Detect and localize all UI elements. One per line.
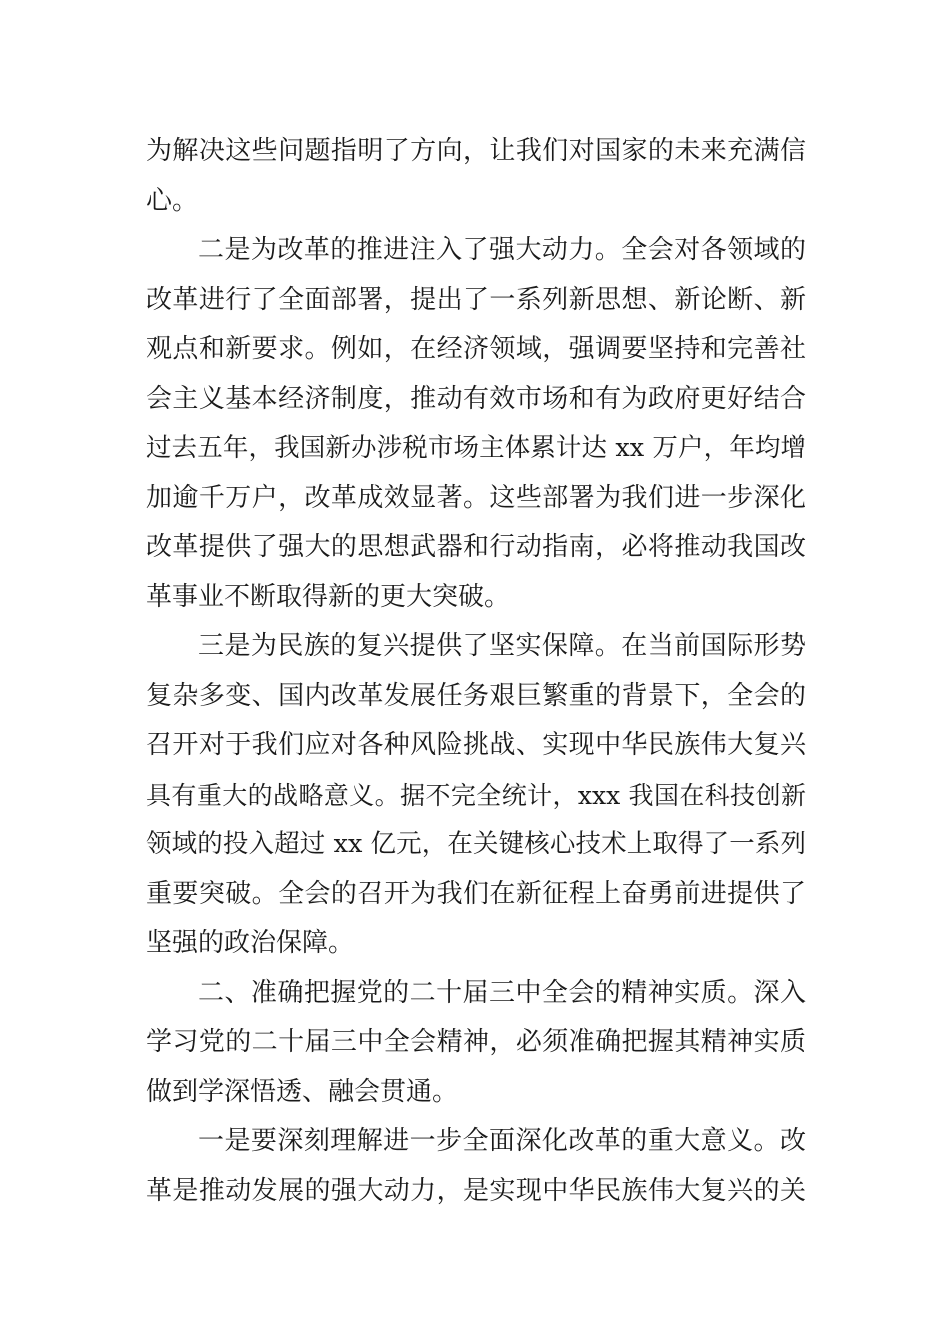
paragraph-first-line: 一是要深刻理解进一步全面深化改革的重大意义。改 [198,1126,806,1156]
text-line: 过去五年，我国新办涉税市场主体累计达 xx 万户，年均增 [146,433,806,463]
text-line: 领域的投入超过 xx 亿元，在关键核心技术上取得了一系列 [146,829,806,859]
text-line: 革是推动发展的强大动力，是实现中华民族伟大复兴的关 [146,1175,806,1206]
text-line: 改革进行了全面部署，提出了一系列新思想、新论断、新 [146,284,806,315]
text-line: 复杂多变、国内改革发展任务艰巨繁重的背景下，全会的 [146,680,806,711]
paragraph-first-line: 二、准确把握党的二十届三中全会的精神实质。深入 [198,977,806,1008]
text-line: 学习党的二十届三中全会精神，必须准确把握其精神实质 [146,1027,806,1057]
paragraph-first-line: 三是为民族的复兴提供了坚实保障。在当前国际形势 [198,631,806,661]
text-line: 会主义基本经济制度，推动有效市场和有为政府更好结合 [146,383,806,414]
text-line: 心。 [146,185,199,216]
paragraph-first-line: 二是为改革的推进注入了强大动力。全会对各领域的 [198,235,806,265]
text-line: 为解决这些问题指明了方向，让我们对国家的未来充满信 [146,136,806,166]
text-line: 具有重大的战略意义。据不完全统计，xxx 我国在科技创新 [146,780,806,810]
text-line: 观点和新要求。例如，在经济领域，强调要坚持和完善社 [146,334,806,364]
text-line: 重要突破。全会的召开为我们在新征程上奋勇前进提供了 [146,878,806,909]
text-line: 做到学深悟透、融会贯通。 [146,1076,459,1107]
text-line: 加逾千万户，改革成效显著。这些部署为我们进一步深化 [146,482,806,513]
text-line: 召开对于我们应对各种风险挑战、实现中华民族伟大复兴 [146,730,806,760]
body-text [146,127,806,1216]
text-line: 革事业不断取得新的更大突破。 [146,581,511,612]
text-line: 坚强的政治保障。 [146,928,355,958]
text-line: 改革提供了强大的思想武器和行动指南，必将推动我国改 [146,532,806,562]
